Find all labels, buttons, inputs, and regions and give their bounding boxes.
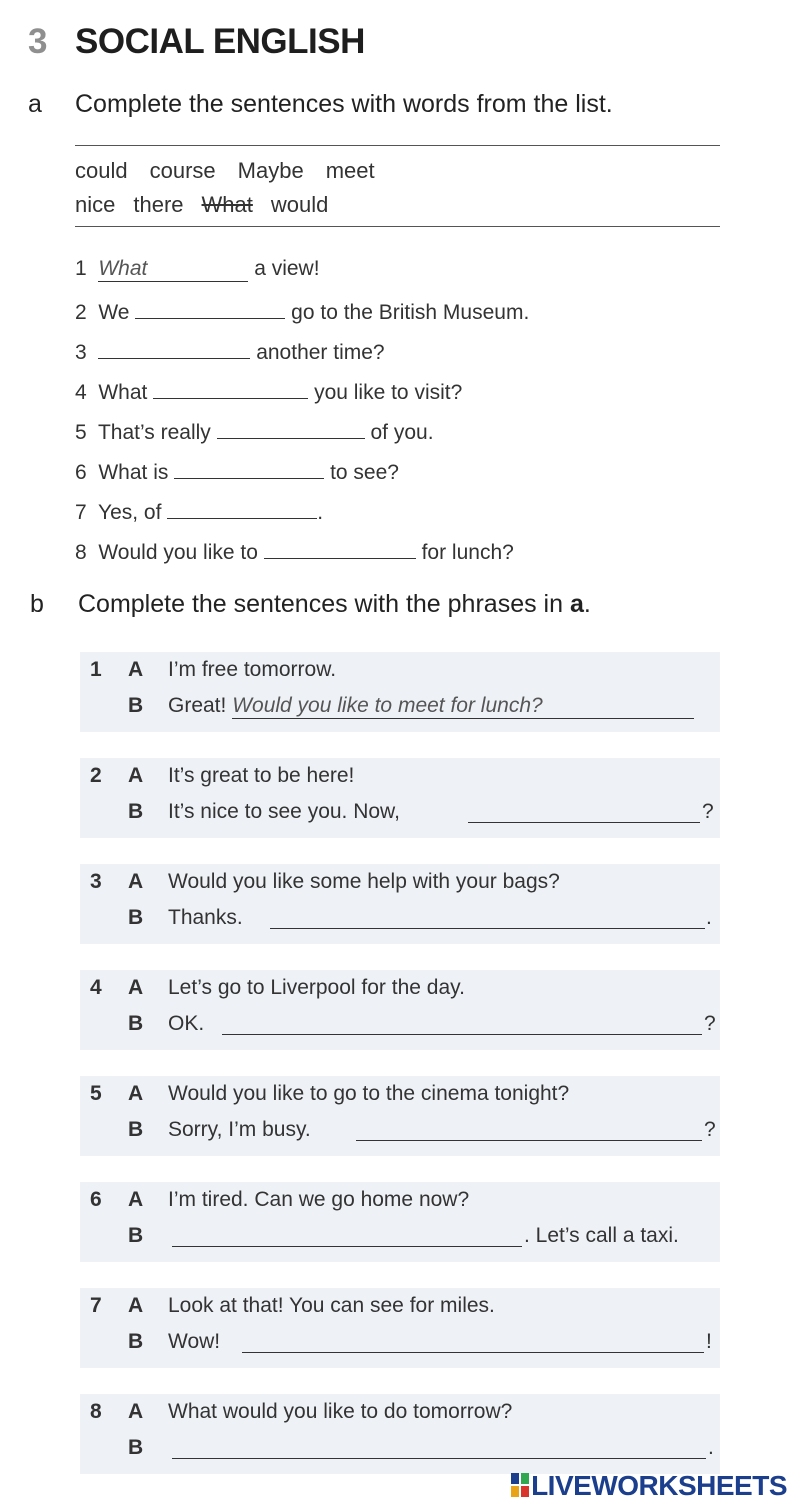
speaker-b: B <box>128 1118 144 1141</box>
part-b-letter: b <box>30 590 44 618</box>
dialogue-number: 2 <box>90 764 102 787</box>
sentence-6 <box>75 457 399 485</box>
line-a: Would you like to go to the cinema tonight? <box>168 1082 570 1105</box>
speaker-a: A <box>128 1294 144 1317</box>
answer-blank[interactable] <box>468 800 700 823</box>
speaker-a: A <box>128 1188 144 1211</box>
line-b-end: ? <box>702 800 714 823</box>
sentence-text: What is <box>98 461 169 484</box>
answer-blank[interactable] <box>135 297 285 319</box>
word-item: meet <box>325 158 375 183</box>
dialogue-number: 1 <box>90 658 102 681</box>
line-b-text: It’s nice to see you. Now, <box>168 800 400 823</box>
sentence-text: another time? <box>256 341 385 364</box>
line-a: What would you like to do tomorrow? <box>168 1400 513 1423</box>
line-a: Look at that! You can see for miles. <box>168 1294 495 1317</box>
line-b-end: . <box>706 906 712 929</box>
line-a: I’m tired. Can we go home now? <box>168 1188 470 1211</box>
sentence-text: We <box>98 301 130 324</box>
line-b-text: Wow! <box>168 1330 221 1353</box>
speaker-b: B <box>128 1012 144 1035</box>
line-b-text: Thanks. <box>168 906 243 929</box>
line-b-end: . <box>708 1436 714 1459</box>
dialogue-8 <box>80 1394 720 1474</box>
answer-blank[interactable] <box>172 1436 706 1459</box>
speaker-b: B <box>128 906 144 929</box>
line-a: Would you like some help with your bags? <box>168 870 560 893</box>
line-a: I’m free tomorrow. <box>168 658 337 681</box>
part-b-instruction-end: . <box>583 590 591 618</box>
word-list-row-2 <box>75 192 328 218</box>
speaker-a: A <box>128 1082 144 1105</box>
sentence-7 <box>75 497 323 525</box>
dialogue-number: 4 <box>90 976 102 999</box>
liveworksheets-logo <box>511 1470 787 1502</box>
speaker-a: A <box>128 976 144 999</box>
line-a: It’s great to be here! <box>168 764 355 787</box>
sentence-number: 8 <box>75 541 87 564</box>
sentence-2 <box>75 297 529 325</box>
sentence-number: 5 <box>75 421 87 444</box>
sentence-number: 7 <box>75 501 87 524</box>
word-box-bottom-rule <box>75 226 720 227</box>
dialogue-number: 3 <box>90 870 102 893</box>
speaker-b: B <box>128 1436 144 1459</box>
sentence-number: 1 <box>75 257 87 280</box>
speaker-b: B <box>128 1330 144 1353</box>
word-box-top-rule <box>75 145 720 146</box>
sentence-text: you like to visit? <box>314 381 463 404</box>
word-item: course <box>149 158 216 183</box>
line-b-text: Great! <box>168 694 227 717</box>
logo-text: LIVEWORKSHEETS <box>531 1470 787 1501</box>
dialogue-number: 6 <box>90 1188 102 1211</box>
dialogue-number: 8 <box>90 1400 102 1423</box>
word-item: Maybe <box>237 158 304 183</box>
sentence-number: 6 <box>75 461 87 484</box>
line-b-text: Sorry, I’m busy. <box>168 1118 311 1141</box>
answer-blank[interactable] <box>153 377 308 399</box>
word-item: nice <box>75 192 116 217</box>
example-answer: What <box>98 257 248 282</box>
line-b-end: ? <box>704 1118 716 1141</box>
word-item: could <box>75 158 128 183</box>
line-b-end: ? <box>704 1012 716 1035</box>
example-answer: Would you like to meet for lunch? <box>232 694 694 719</box>
answer-blank[interactable] <box>98 337 250 359</box>
dialogue-number: 5 <box>90 1082 102 1105</box>
answer-blank[interactable] <box>172 1224 522 1247</box>
word-item: there <box>133 192 184 217</box>
word-item: would <box>270 192 329 217</box>
line-b-end: . Let’s call a taxi. <box>524 1224 679 1247</box>
sentence-text: Would you like to <box>98 541 258 564</box>
answer-blank[interactable] <box>222 1012 702 1035</box>
sentence-1 <box>75 257 320 282</box>
section-number: 3 <box>28 22 48 61</box>
sentence-text: to see? <box>330 461 399 484</box>
section-title: SOCIAL ENGLISH <box>75 22 365 61</box>
line-b-text: OK. <box>168 1012 205 1035</box>
dialogue-5 <box>80 1076 720 1156</box>
sentence-4 <box>75 377 462 405</box>
answer-blank[interactable] <box>174 457 324 479</box>
speaker-b: B <box>128 694 144 717</box>
sentence-number: 2 <box>75 301 87 324</box>
answer-blank[interactable] <box>270 906 705 929</box>
dialogue-4 <box>80 970 720 1050</box>
answer-blank[interactable] <box>356 1118 702 1141</box>
answer-blank[interactable] <box>217 417 365 439</box>
sentence-text: for lunch? <box>421 541 514 564</box>
dialogue-7 <box>80 1288 720 1368</box>
part-b-instruction <box>78 590 591 619</box>
speaker-a: A <box>128 870 144 893</box>
sentence-text: a view! <box>254 257 320 280</box>
line-b <box>168 694 694 719</box>
answer-blank[interactable] <box>264 537 416 559</box>
speaker-a: A <box>128 764 144 787</box>
sentence-text: . <box>317 501 324 524</box>
answer-blank[interactable] <box>242 1330 704 1353</box>
sentence-text: What <box>98 381 148 404</box>
sentence-number: 4 <box>75 381 87 404</box>
sentence-text: Yes, of <box>97 501 162 524</box>
line-b-end: ! <box>706 1330 712 1353</box>
part-b-instruction-ref: a <box>569 590 584 618</box>
worksheet-logo-icon <box>511 1473 529 1497</box>
word-list-row-1 <box>75 158 375 184</box>
line-a: Let’s go to Liverpool for the day. <box>168 976 465 999</box>
speaker-a: A <box>128 1400 144 1423</box>
sentence-8 <box>75 537 514 565</box>
speaker-b: B <box>128 1224 144 1247</box>
part-a-letter: a <box>28 90 42 118</box>
part-a-instruction: Complete the sentences with words from the list. <box>75 90 613 118</box>
speaker-a: A <box>128 658 144 681</box>
dialogue-number: 7 <box>90 1294 102 1317</box>
sentence-3 <box>75 337 385 365</box>
dialogue-3 <box>80 864 720 944</box>
part-b-instruction-text: Complete the sentences with the phrases in <box>78 590 563 618</box>
word-item-used: What <box>201 192 253 217</box>
dialogue-6 <box>80 1182 720 1262</box>
dialogue-1 <box>80 652 720 732</box>
answer-blank[interactable] <box>167 497 317 519</box>
speaker-b: B <box>128 800 144 823</box>
sentence-number: 3 <box>75 341 87 364</box>
sentence-text: of you. <box>370 421 434 444</box>
sentence-text: That’s really <box>97 421 211 444</box>
dialogue-2 <box>80 758 720 838</box>
sentence-5 <box>75 417 434 445</box>
sentence-text: go to the British Museum. <box>291 301 530 324</box>
